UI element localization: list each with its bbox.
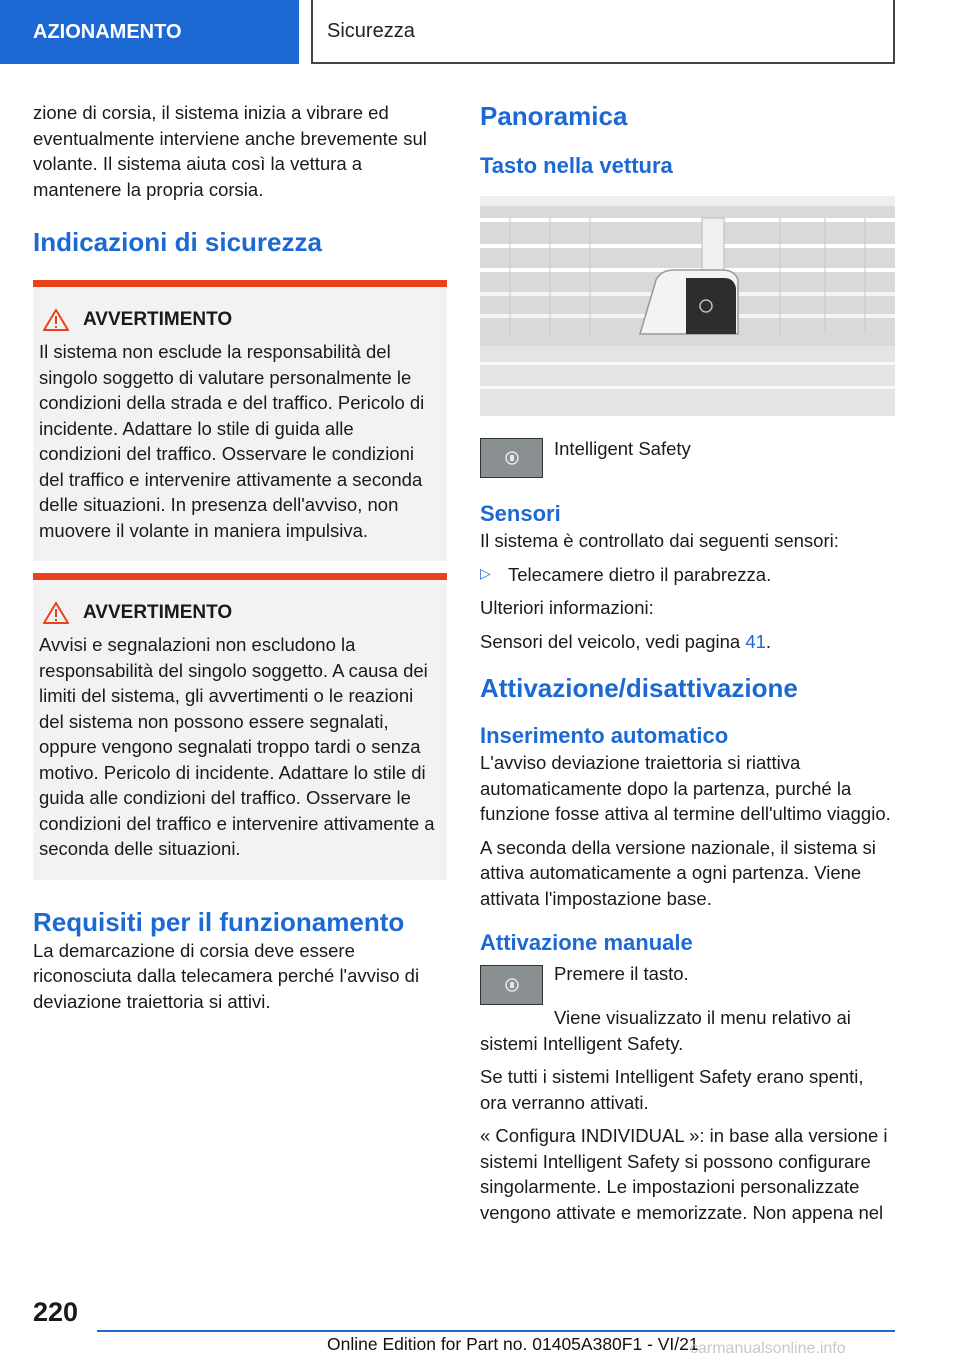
- button-heading: Tasto nella vettura: [480, 153, 673, 178]
- edition-text: Online Edition for Part no. 01405A380F1 - VI/21: [327, 1334, 699, 1354]
- warning-label-2: AVVERTIMENTO: [83, 602, 233, 623]
- intelligent-safety-legend: [480, 438, 895, 478]
- chapter-tab: [0, 0, 299, 64]
- page-link[interactable]: 41: [745, 630, 766, 652]
- sensors-reference: [480, 629, 895, 655]
- warning-box-1: [33, 280, 447, 561]
- warning-text-2: Avvisi e segnalazioni non escludono la responsabilità del singolo soggetto. A causa dei limiti del sistema, gli avvertimenti o le reazioni del sistema non possono essere segnalati, oppure vengono segnalati troppo tardi o senza motivo. Pericolo di incidente. Adattare lo stile di guida alle condizioni del traffico. Osservare le condizioni del traffico e intervenire attivamente a seconda delle situazioni.: [39, 634, 435, 859]
- page-number: 220: [33, 1297, 79, 1327]
- requirements-heading: Requisiti per il funzionamento: [33, 906, 405, 937]
- safety-heading: Indicazioni di sicurezza: [33, 227, 322, 257]
- center-console-photo: [480, 196, 895, 416]
- sensors-text: Il sistema è controllato dai seguenti sensori:: [480, 530, 839, 551]
- requirements-text: La demarcazione di corsia deve essere riconosciuta dalla telecamera perché l'avviso di deviazione traiettoria si attivi.: [33, 939, 420, 1012]
- sensors-reference-end: .: [765, 630, 772, 652]
- sensors-bullet-text: Telecamere dietro il parabrezza.: [508, 563, 772, 585]
- auto-text-1: L'avviso deviazione traiettoria si riattiva automaticamente dopo la partenza, purché la funzione fosse attiva al termine dell'ultimo viaggio.: [480, 752, 891, 824]
- watermark-text: carmanualsonline.info: [690, 1340, 846, 1357]
- section-header: [311, 0, 895, 64]
- overview-heading: Panoramica: [480, 101, 628, 131]
- intelligent-safety-label: Intelligent Safety: [554, 438, 691, 459]
- left-column: [33, 100, 447, 1022]
- warning-label-1: AVVERTIMENTO: [83, 309, 233, 330]
- sensors-reference-text: Sensori del veicolo, vedi pagina: [480, 630, 746, 652]
- intelligent-safety-button-icon: [480, 438, 543, 478]
- warning-triangle-icon: [43, 602, 69, 624]
- manual-text-2: « Configura INDIVIDUAL »: in base alla versione i sistemi Intelligent Safety si possono configurare singolarmente. Le impostazioni personalizzate vengono attivate e memorizzate. Non appena nel: [480, 1125, 888, 1223]
- warning-title-2: [43, 602, 439, 624]
- chapter-title: AZIONAMENTO: [33, 20, 182, 43]
- triangle-bullet-icon: ▷: [480, 564, 491, 581]
- sensors-heading: Sensori: [480, 501, 561, 526]
- warning-box-2: [33, 573, 447, 880]
- warning-triangle-icon: [43, 309, 69, 331]
- sensors-list-item: [480, 562, 895, 596]
- warning-text-1: Il sistema non esclude la responsabilità del singolo soggetto di valutare personalmente le condizioni della strada e del traffico. Pericolo di incidente. Adattare lo stile di guida alle condizioni del traffico. Osservare le condizioni del traffico e intervenire attivamente a seconda delle situazioni. In presenza dell'avviso, non muovere il volante in maniera impulsiva.: [39, 341, 425, 541]
- manual-step: [480, 961, 895, 1005]
- manual-step-1: Premere il tasto.: [554, 963, 689, 984]
- auto-text-2: A seconda della versione nazionale, il sistema si attiva automaticamente a ogni partenza. Viene attivata l'impostazione base.: [480, 836, 876, 909]
- intelligent-safety-button-icon: [480, 965, 543, 1005]
- intro-paragraph: zione di corsia, il sistema inizia a vibrare ed eventualmente interviene anche brevemente sul volante. Il sistema aiuta così la vettura a mantenere la propria corsia.: [33, 102, 427, 200]
- manual-step-2: Viene visualizzato il menu relativo ai sistemi Intelligent Safety.: [480, 1007, 851, 1054]
- manual-text-1: Se tutti i sistemi Intelligent Safety erano spenti, ora verranno attivati.: [480, 1066, 864, 1113]
- more-info-label: Ulteriori informazioni:: [480, 597, 654, 618]
- right-column: [480, 100, 895, 1233]
- manual-heading: Attivazione manuale: [480, 930, 693, 955]
- auto-heading: Inserimento automatico: [480, 723, 729, 748]
- activation-heading: Attivazione/disattivazione: [480, 673, 798, 703]
- section-title: Sicurezza: [327, 19, 415, 42]
- footer-divider: [97, 1330, 895, 1332]
- warning-title-1: [43, 309, 439, 331]
